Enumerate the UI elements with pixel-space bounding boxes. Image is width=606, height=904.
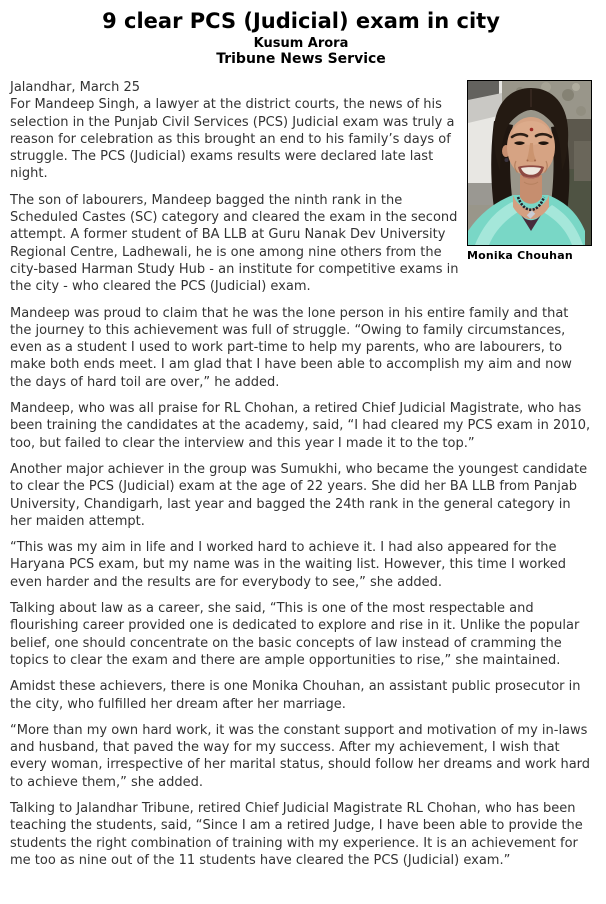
paragraph-2: The son of labourers, Mandeep bagged the ninth rank in the Scheduled Castes (SC) category and cleared the exam in the second attempt. A former student of BA LLB at Guru Nanak Dev University Regional Centre, Ladhewali, he is one among nine others from the city-based Harman Study Hub - an institute for competitive exams in the city - who cleared the PCS (Judicial) exam. (10, 192, 459, 295)
paragraph-10: Talking to Jalandhar Tribune, retired Chief Judicial Magistrate RL Chohan, who has been teaching the students, said, “Since I am a retired Judge, I have been able to provide the students the right combination of training with my experience. It is an achievement for me too as nine out of the 11 students have cleared the PCS (Judicial) exam.” (10, 800, 583, 868)
photo-monika-chouhan (467, 80, 592, 246)
dateline: Jalandhar, March 25 (10, 80, 140, 95)
paragraph-6: “This was my aim in life and I worked hard to achieve it. I had also appeared for the Haryana PCS exam, but my name was in the waiting list. However, this time I worked even harder and the results are for everybody to see,” she added. (10, 540, 567, 590)
paragraph-9: “More than my own hard work, it was the constant support and motivation of my in-laws and husband, that paved the way for my success. After my achievement, I wish that every woman, irrespective of her marital status, should follow her dreams and work hard to achieve them,” she added. (10, 722, 591, 790)
page-title: 9 clear PCS (Judicial) exam in city (102, 9, 500, 33)
news-agency: Tribune News Service (216, 51, 386, 67)
paragraph-8: Amidst these achievers, there is one Monika Chouhan, an assistant public prosecutor in the city, who fulfilled her dream after her marriage. (10, 679, 581, 712)
article-body (10, 79, 592, 869)
paragraph-4: Mandeep, who was all praise for RL Chohan, a retired Chief Judicial Magistrate, who has been training the candidates at the academy, said, “I had cleared my PCS exam in 2010, too, but failed to clear the interview and this year I made it to the top.” (10, 401, 591, 451)
portrait-photo-graphic (468, 81, 591, 245)
paragraph-3: Mandeep was proud to claim that he was the lone person in his entire family and that the journey to this achievement was full of struggle. “Owing to family circumstances, even as a student I used to work part-time to help my parents, who are labourers, to make both ends meet. I am glad that I have been able to accomplish my aim and now the days of hard toil are over,” he added. (10, 305, 572, 390)
photo-figure (467, 80, 592, 262)
paragraph-7: Talking about law as a career, she said, “This is one of the most respectable and flourishing career provided one is dedicated to explore and rise in it. Unlike the popular belief, one should concentrate on the basic concepts of law instead of cramming the topics to clear the exam and there are ample opportunities to rise,” she maintained. (10, 601, 580, 668)
paragraph-1: For Mandeep Singh, a lawyer at the district courts, the news of his selection in the Punjab Civil Services (PCS) Judicial exam was truly a reason for celebration as this brought an end to his family’s days of struggle. The PCS (Judicial) exams results were declared late last night. (10, 97, 455, 182)
paragraph-5: Another major achiever in the group was Sumukhi, who became the youngest candidate to clear the PCS (Judicial) exam at the age of 22 years. She did her BA LLB from Panjab University, Chandigarh, last year and bagged the 24th rank in the general category in her maiden attempt. (10, 461, 588, 529)
photo-caption: Monika Chouhan (467, 249, 573, 262)
byline-author: Kusum Arora (253, 36, 349, 51)
